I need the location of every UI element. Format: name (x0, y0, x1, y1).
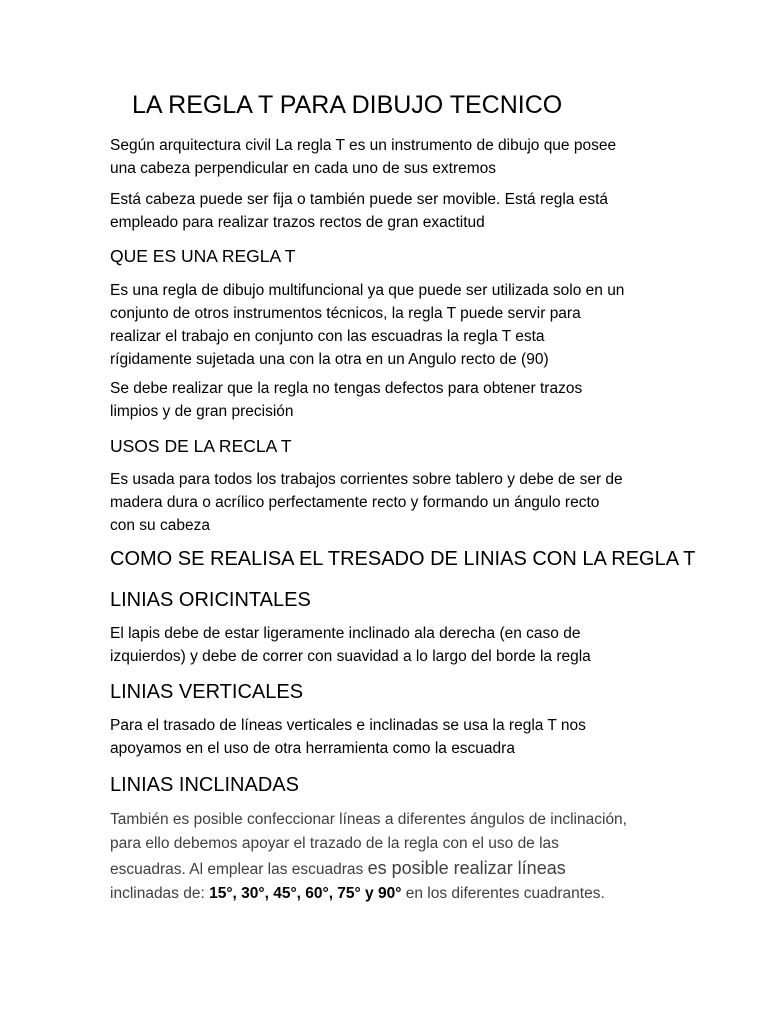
text-line (110, 856, 670, 882)
text-line (110, 882, 670, 906)
section-heading-usos (110, 434, 670, 458)
text-line: Según arquitectura civil La regla T es un instrumento de dibujo que posee (110, 137, 617, 154)
text-line: rígidamente sujetada una con la otra en un Angulo recto de (90) (110, 351, 549, 368)
text-line: Está cabeza puede ser fija o también puede ser movible. Está regla está (110, 191, 609, 208)
inclinadas-paragraph (110, 808, 670, 906)
text-line: empleado para realizar trazos rectos de gran exactitud (110, 214, 485, 231)
section-heading-oricintales (110, 586, 670, 614)
document-title: LA REGLA T PARA DIBUJO TECNICO (132, 91, 563, 119)
text-run: inclinadas de: (110, 885, 210, 902)
text-line: limpios y de gran precisión (110, 403, 294, 420)
text-line: También es posible confeccionar líneas a diferentes ángulos de inclinación, (110, 811, 627, 828)
text-line: realizar el trabajo en conjunto con las escuadras la regla T esta (110, 328, 545, 345)
section-heading: LINIAS INCLINADAS (110, 774, 299, 796)
text-line: Es una regla de dibujo multifuncional ya que puede ser utilizada solo en un (110, 282, 625, 299)
que-es-paragraph-1 (110, 279, 670, 371)
section-heading: LINIAS ORICINTALES (110, 589, 311, 611)
section-heading: USOS DE LA RECLA T (110, 436, 292, 456)
angle-list: 15°, 30°, 45°, 60°, 75° y 90° (209, 885, 402, 902)
text-line: Es usada para todos los trabajos corrientes sobre tablero y debe de ser de (110, 471, 623, 488)
section-heading-que-es (110, 244, 670, 268)
verticales-paragraph (110, 714, 670, 760)
section-heading-como (110, 545, 696, 573)
intro-paragraph-2 (110, 188, 670, 234)
text-line: Para el trasado de líneas verticales e inclinadas se usa la regla T nos (110, 717, 586, 734)
section-heading: QUE ES UNA REGLA T (110, 246, 296, 266)
oricintales-paragraph (110, 622, 670, 668)
usos-paragraph (110, 468, 670, 537)
text-line: con su cabeza (110, 517, 210, 534)
section-heading: COMO SE REALISA EL TRESADO DE LINIAS CON LA REGLA T (110, 548, 696, 570)
que-es-paragraph-2 (110, 377, 670, 423)
text-line: Se debe realizar que la regla no tengas defectos para obtener trazos (110, 380, 583, 397)
section-heading-verticales (110, 678, 670, 706)
text-line: madera dura o acrílico perfectamente recto y formando un ángulo recto (110, 494, 600, 511)
text-line: izquierdos) y debe de correr con suavidad a lo largo del borde la regla (110, 648, 591, 665)
text-run: en los diferentes cuadrantes. (401, 885, 605, 902)
text-line: para ello debemos apoyar el trazado de la regla con el uso de las (110, 835, 559, 852)
intro-paragraph-1 (110, 134, 670, 180)
text-line: conjunto de otros instrumentos técnicos, la regla T puede servir para (110, 305, 581, 322)
text-line: una cabeza perpendicular en cada uno de sus extremos (110, 160, 497, 177)
section-heading-inclinadas (110, 771, 670, 799)
text-line: apoyamos en el uso de otra herramienta como la escuadra (110, 740, 515, 757)
text-run: escuadras. Al emplear las escuadras (110, 861, 368, 878)
section-heading: LINIAS VERTICALES (110, 681, 304, 703)
text-line: El lapis debe de estar ligeramente inclinado ala derecha (en caso de (110, 625, 581, 642)
text-run-emphasis: es posible realizar líneas (367, 858, 566, 878)
